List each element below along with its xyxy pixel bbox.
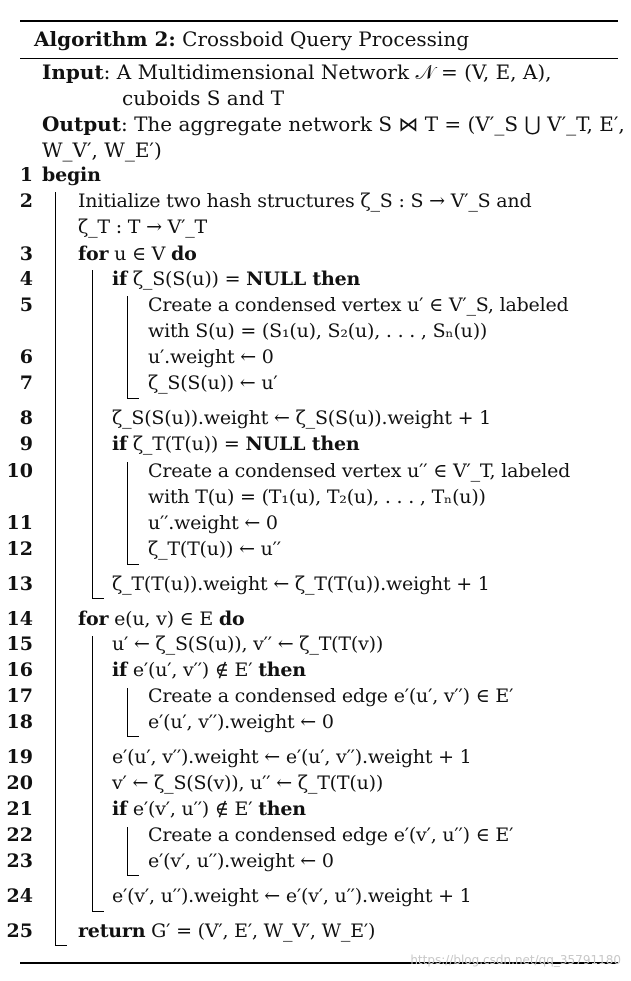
- code-text: ζ_S(S(u)) =: [127, 268, 247, 290]
- code-line: [148, 372, 277, 394]
- line-number: 6: [19, 346, 33, 368]
- code-text: u ∈ V: [108, 243, 172, 265]
- watermark: https://blog.csdn.net/qq_35791180: [410, 953, 621, 967]
- code-text: Create a condensed vertex u′′ ∈ V′_T, labeled: [148, 460, 571, 482]
- code-line: [112, 772, 383, 794]
- output-line-2: W_V′, W_E′): [42, 138, 162, 162]
- line-number: 19: [6, 746, 33, 768]
- input-line-1: [42, 60, 551, 84]
- code-line: [78, 920, 375, 942]
- line-number: 20: [6, 772, 33, 794]
- code-text: e′(v′, u′′).weight ← 0: [148, 850, 334, 872]
- code-line: [148, 460, 570, 482]
- line-number: 13: [6, 573, 33, 595]
- code-text: ζ_S(S(u)) ← u′: [148, 372, 278, 394]
- input-label: Input: [42, 60, 104, 84]
- line-number: 16: [6, 659, 33, 681]
- line-number: 8: [19, 407, 33, 429]
- code-text: e(u, v) ∈ E: [108, 608, 219, 630]
- indent-guide-hook: [127, 564, 139, 565]
- line-number: 17: [6, 685, 33, 707]
- output-line-1: [42, 112, 625, 136]
- indent-guide-hook: [92, 911, 104, 912]
- code-text: G′ = (V′, E′, W_V′, W_E′): [145, 920, 376, 942]
- keyword: then: [258, 798, 306, 820]
- code-line: [112, 268, 360, 290]
- code-line-continuation: with T(u) = (T₁(u), T₂(u), . . . , Tₙ(u)): [148, 486, 486, 508]
- input-line-2: cuboids S and T: [122, 86, 285, 110]
- code-line: [148, 711, 334, 733]
- indent-guide-line: [127, 827, 128, 875]
- code-text: ζ_T(T(u)) ← u′′: [148, 538, 281, 560]
- code-text: e′(u′, v′′) ∉ E′: [127, 659, 259, 681]
- code-line: [42, 164, 101, 186]
- keyword: do: [171, 243, 197, 265]
- line-number: 3: [19, 243, 33, 265]
- code-text: u′.weight ← 0: [148, 346, 274, 368]
- code-line: [112, 659, 306, 681]
- indent-guide-hook: [92, 598, 104, 599]
- code-line: [112, 433, 359, 455]
- line-number: 14: [6, 608, 33, 630]
- line-number: 9: [19, 433, 33, 455]
- algorithm-label: Algorithm 2:: [34, 27, 176, 51]
- line-number: 21: [6, 798, 33, 820]
- keyword: NULL then: [245, 433, 360, 455]
- indent-guide-line: [55, 192, 56, 945]
- code-line: [112, 407, 491, 429]
- code-line: [78, 243, 197, 265]
- code-text: e′(u′, v′′).weight ← e′(u′, v′′).weight + 1: [112, 746, 472, 768]
- line-number: 4: [19, 268, 33, 290]
- code-text: Create a condensed edge e′(u′, v′′) ∈ E′: [148, 685, 514, 707]
- keyword: if: [112, 433, 127, 455]
- top-rule: [20, 20, 618, 22]
- output-label: Output: [42, 112, 121, 136]
- indent-guide-line: [92, 636, 93, 911]
- line-number: 22: [6, 824, 33, 846]
- code-text: e′(v′, u′′) ∉ E′: [127, 798, 259, 820]
- line-number: 25: [6, 920, 33, 942]
- code-text: ζ_S(S(u)).weight ← ζ_S(S(u)).weight + 1: [112, 407, 492, 429]
- code-line: [148, 538, 281, 560]
- input-text-1: : A Multidimensional Network 𝒩 = (V, E, A),: [103, 60, 552, 84]
- keyword: NULL then: [246, 268, 361, 290]
- indent-guide-line: [127, 688, 128, 736]
- indent-guide-line: [127, 296, 128, 398]
- line-number: 1: [19, 164, 33, 186]
- output-text-1: : The aggregate network S ⋈ T = (V′_S ⋃ V′_T, E′,: [120, 112, 625, 136]
- code-line-continuation: ζ_T : T → V′_T: [78, 216, 208, 238]
- code-line: [148, 346, 274, 368]
- code-text: v′ ← ζ_S(S(v)), u′′ ← ζ_T(T(u)): [112, 772, 384, 794]
- code-line: [112, 573, 490, 595]
- line-number: 5: [19, 294, 33, 316]
- code-text: e′(u′, v′′).weight ← 0: [148, 711, 334, 733]
- code-line: [112, 798, 306, 820]
- code-text: Create a condensed vertex u′ ∈ V′_S, labeled: [148, 294, 569, 316]
- indent-guide-line: [127, 462, 128, 564]
- code-text: e′(v′, u′′).weight ← e′(v′, u′′).weight + 1: [112, 885, 472, 907]
- code-line: [148, 850, 334, 872]
- keyword: for: [78, 243, 109, 265]
- code-line-continuation: with S(u) = (S₁(u), S₂(u), . . . , Sₙ(u)): [148, 320, 488, 342]
- keyword: then: [258, 659, 306, 681]
- keyword: begin: [42, 164, 101, 186]
- code-line: [112, 633, 383, 655]
- line-number: 18: [6, 711, 33, 733]
- code-line: [148, 824, 513, 846]
- code-text: Create a condensed edge e′(v′, u′′) ∈ E′: [148, 824, 514, 846]
- code-line: [112, 885, 472, 907]
- keyword: if: [112, 659, 127, 681]
- algorithm-caption: [34, 27, 469, 51]
- code-text: Initialize two hash structures ζ_S : S → V′_S and: [78, 190, 532, 212]
- indent-guide-hook: [127, 875, 139, 876]
- indent-guide-line: [92, 270, 93, 598]
- code-line: [112, 746, 472, 768]
- algorithm-title: Crossboid Query Processing: [182, 27, 470, 51]
- line-number: 11: [6, 512, 33, 534]
- indent-guide-hook: [127, 736, 139, 737]
- keyword: return: [78, 920, 146, 942]
- code-line: [78, 608, 244, 630]
- indent-guide-hook: [55, 945, 67, 946]
- caption-rule: [20, 58, 618, 59]
- code-text: u′ ← ζ_S(S(u)), v′′ ← ζ_T(T(v)): [112, 633, 384, 655]
- code-text: ζ_T(T(u)).weight ← ζ_T(T(u)).weight + 1: [112, 573, 490, 595]
- line-number: 24: [6, 885, 33, 907]
- indent-guide-hook: [127, 398, 139, 399]
- line-number: 2: [19, 190, 33, 212]
- code-text: ζ_T(T(u)) =: [127, 433, 246, 455]
- code-line: [78, 190, 531, 212]
- code-line: [148, 512, 278, 534]
- line-number: 10: [6, 460, 33, 482]
- keyword: if: [112, 798, 127, 820]
- keyword: for: [78, 608, 109, 630]
- keyword: if: [112, 268, 127, 290]
- line-number: 23: [6, 850, 33, 872]
- line-number: 15: [6, 633, 33, 655]
- line-number: 7: [19, 372, 33, 394]
- line-number: 12: [6, 538, 33, 560]
- keyword: do: [218, 608, 245, 630]
- code-text: u′′.weight ← 0: [148, 512, 278, 534]
- code-line: [148, 685, 513, 707]
- code-line: [148, 294, 568, 316]
